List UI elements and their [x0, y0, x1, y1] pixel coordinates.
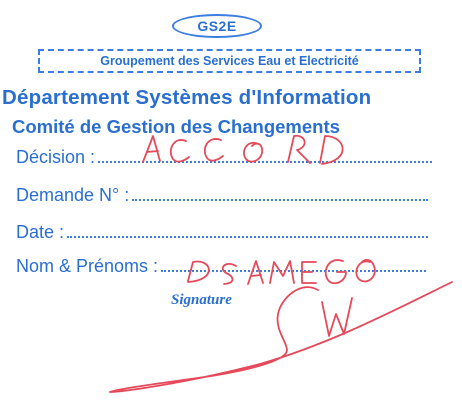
organization-box	[38, 49, 421, 73]
date-row	[16, 222, 428, 243]
demande-label: Demande N° :	[16, 185, 130, 205]
decision-dotted-line	[98, 160, 432, 163]
signature-label: Signature	[171, 292, 232, 308]
nom-row	[16, 256, 426, 277]
signature-scrawl	[110, 282, 452, 392]
organization-name: Groupement des Services Eau et Electricité	[100, 54, 359, 68]
date-dotted-line	[67, 235, 428, 238]
department-title: Département Systèmes d'Information	[2, 86, 372, 109]
decision-label: Décision :	[16, 147, 96, 167]
demande-dotted-line	[132, 198, 428, 201]
nom-label: Nom & Prénoms :	[16, 256, 159, 276]
demande-row	[16, 185, 428, 206]
decision-row	[16, 147, 432, 168]
nom-dotted-line	[161, 269, 426, 272]
logo-text: GS2E	[197, 18, 237, 34]
gs2e-logo	[172, 14, 262, 38]
committee-title: Comité de Gestion des Changements	[12, 116, 340, 137]
date-label: Date :	[16, 222, 65, 242]
